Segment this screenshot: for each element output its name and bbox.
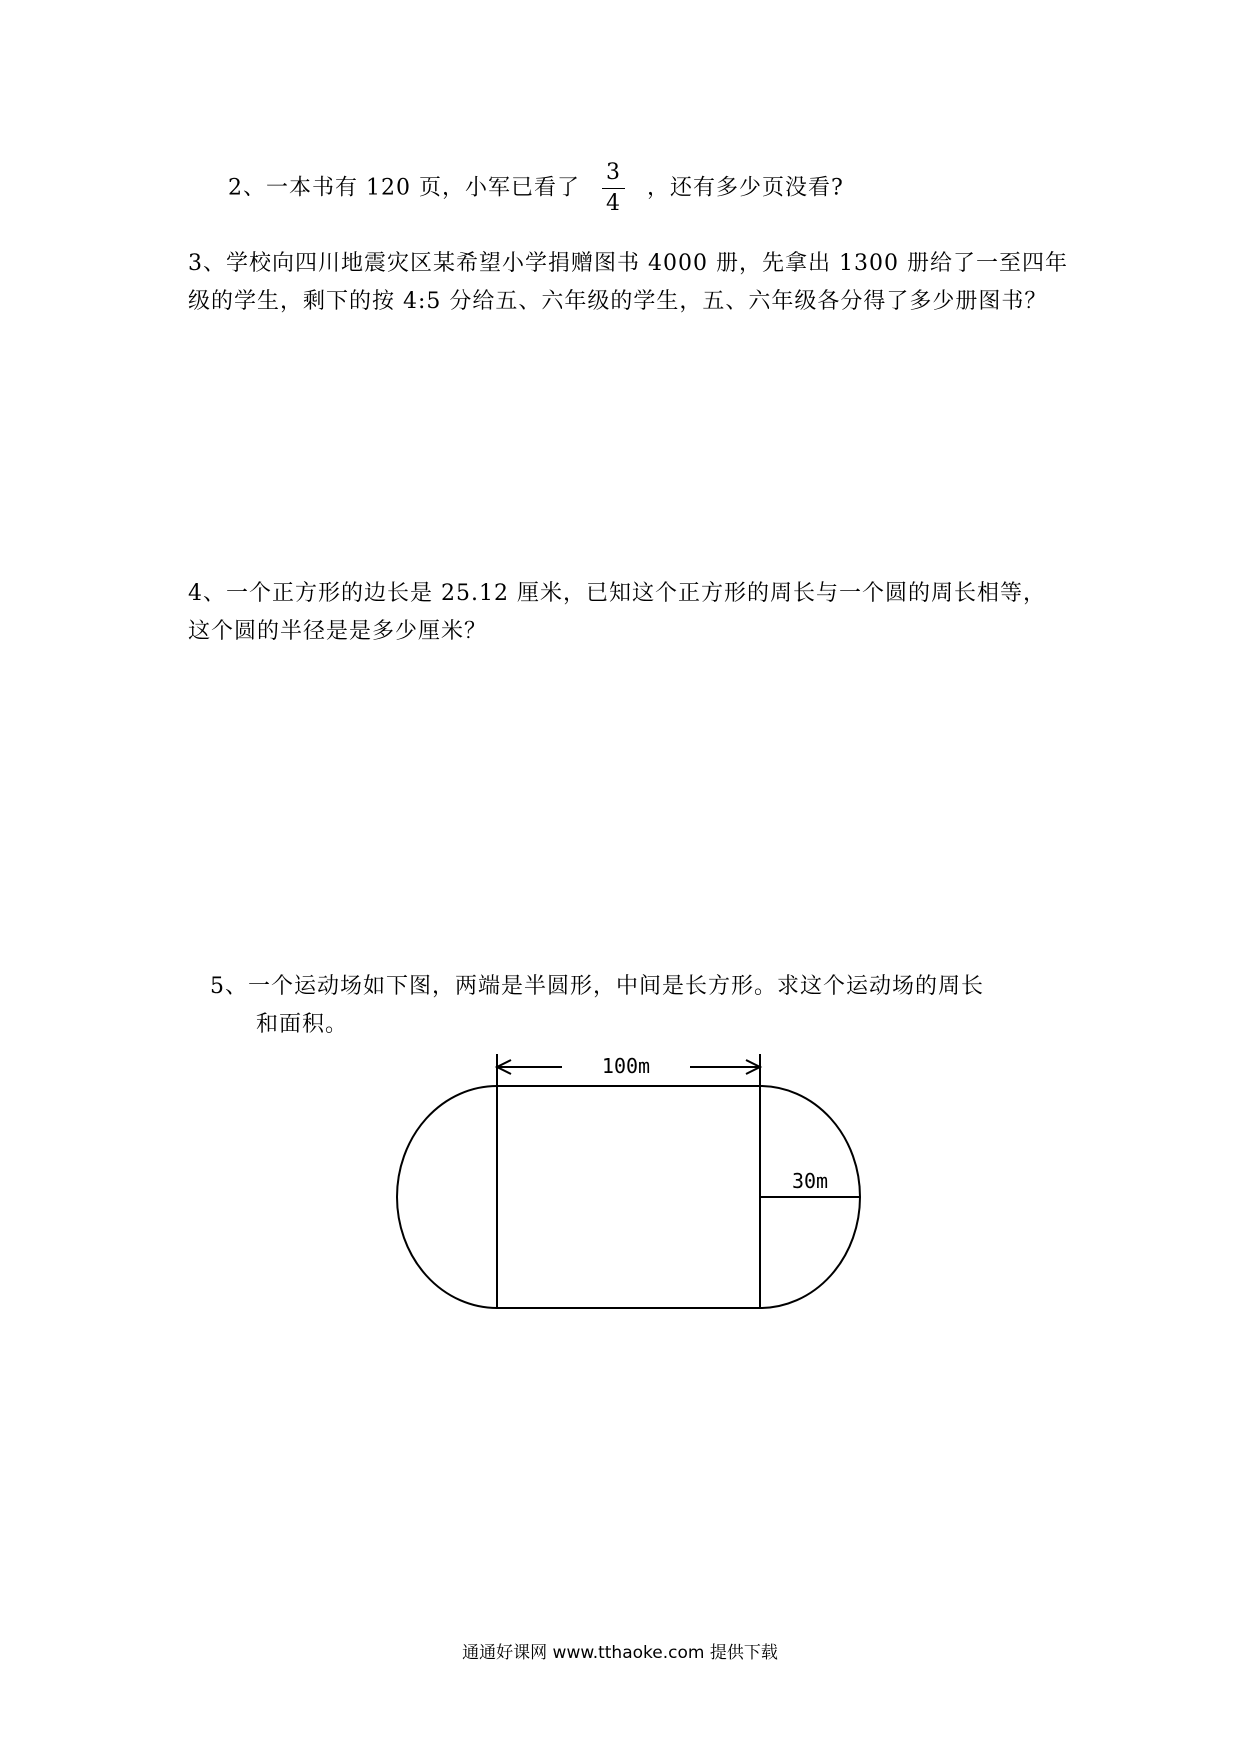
question-2-prefix: 2、一本书有 120 页，小军已看了	[228, 175, 580, 201]
question-2-suffix: ，还有多少页没看?	[646, 175, 844, 201]
question-3: 3、学校向四川地震灾区某希望小学捐赠图书 4000 册，先拿出 1300 册给了一至四年级的学生，剩下的按 4:5 分给五、六年级的学生，五、六年级各分得了多少册图书？	[188, 251, 1068, 314]
length-label: 100m	[601, 1054, 651, 1078]
question-2	[228, 158, 844, 219]
fraction	[602, 158, 625, 219]
stadium-rectangle	[497, 1086, 760, 1308]
stadium-figure	[390, 1040, 870, 1320]
fraction-denominator: 4	[605, 191, 621, 216]
footer: 通通好课网 www.tthaoke.com 提供下载	[462, 1643, 778, 1663]
question-4: 4、一个正方形的边长是 25.12 厘米，已知这个正方形的周长与一个圆的周长相等，这个圆的半径是是多少厘米？	[188, 581, 1046, 644]
question-5-line-1: 5、一个运动场如下图，两端是半圆形，中间是长方形。求这个运动场的周长	[210, 974, 984, 999]
radius-label: 30m	[791, 1169, 829, 1193]
stadium-left-semicircle	[397, 1086, 497, 1308]
fraction-numerator: 3	[602, 158, 625, 189]
question-5	[210, 968, 1070, 1044]
question-5-line-2: 和面积。	[256, 1012, 349, 1037]
